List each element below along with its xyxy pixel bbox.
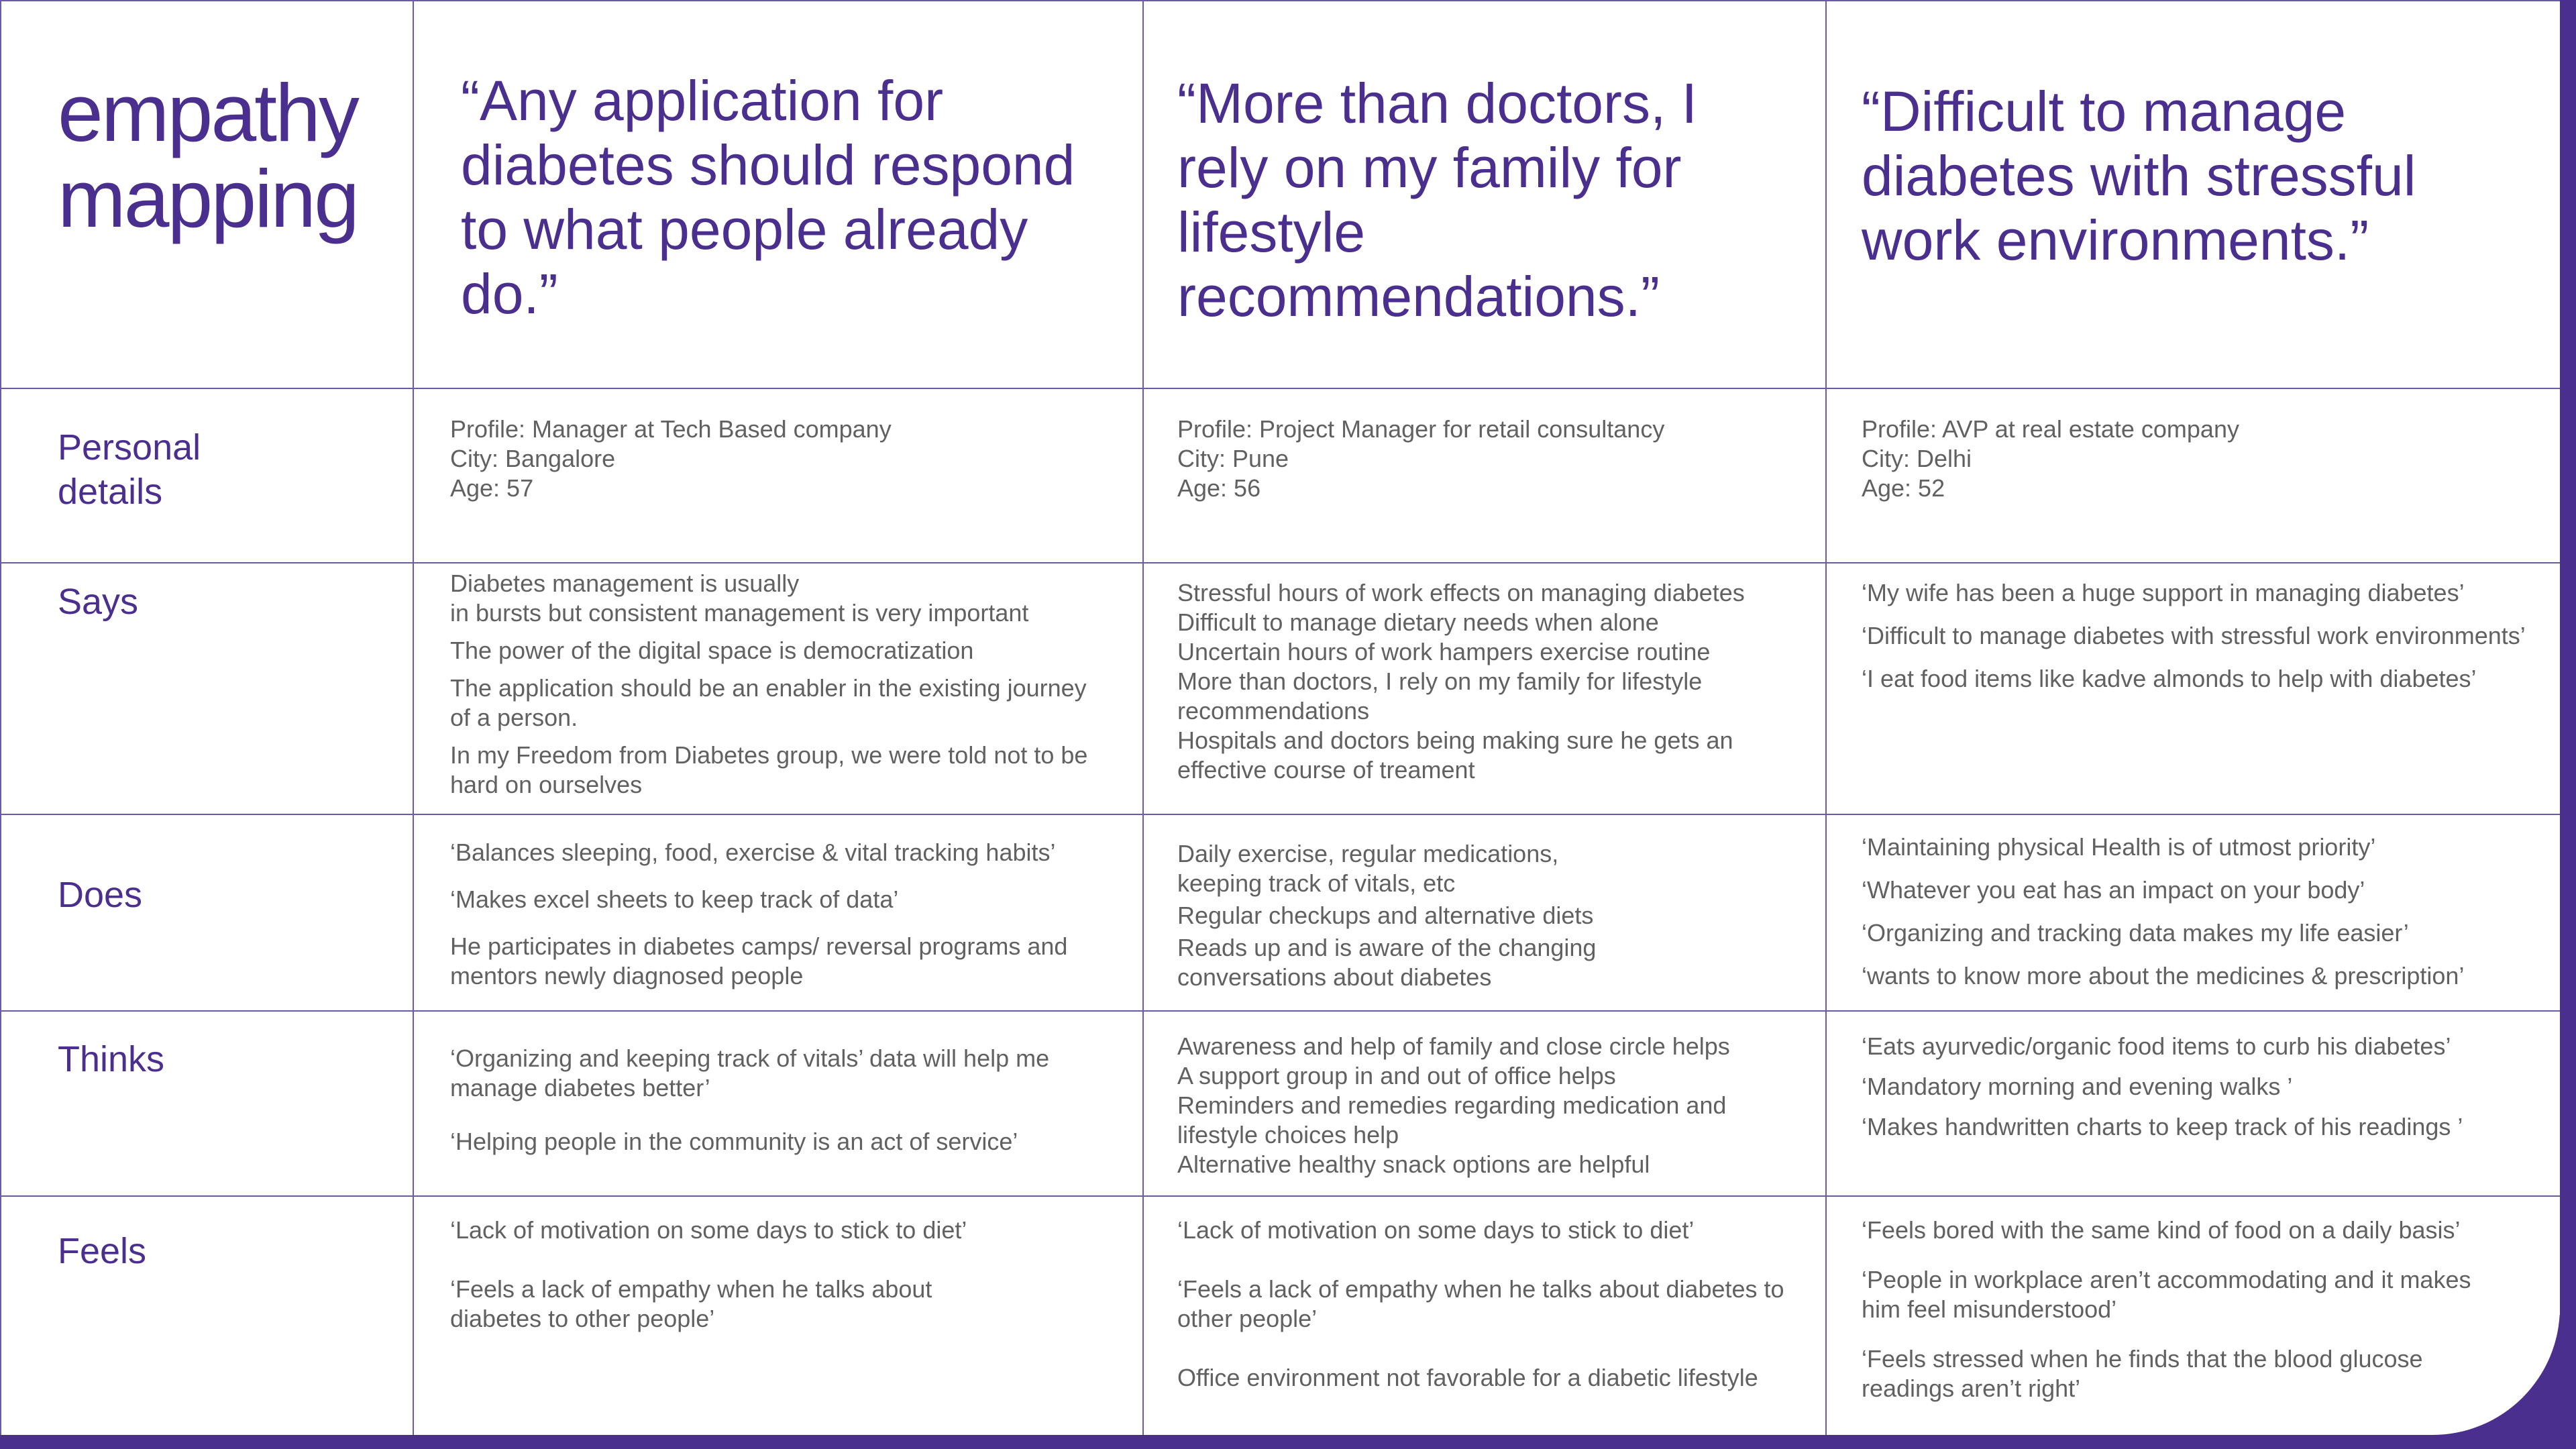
list-item: ‘Organizing and tracking data makes my life easier’ (1862, 919, 2409, 947)
list-item: In my Freedom from Diabetes group, we were told not to be hard on ourselves (450, 741, 1088, 798)
quote-cell-2 (1143, 1, 1826, 388)
list-item: Reminders and remedies regarding medication and lifestyle choices help (1177, 1091, 1727, 1148)
thinks-row (1, 1011, 2562, 1196)
does-row (1, 814, 2562, 1011)
persona-quote-2: “More than doctors, I rely on my family for lifestyle recommendations.” (1177, 72, 1697, 328)
persona-quote-3: “Difficult to manage diabetes with stressful work environments.” (1862, 80, 2416, 272)
list-item: ‘Lack of motivation on some days to stick to diet’ (450, 1216, 967, 1244)
title-cell (1, 1, 413, 388)
list-item: Profile: AVP at real estate company (1862, 415, 2239, 443)
personal-text-3 (1827, 389, 2561, 503)
personal-text-1 (414, 389, 1142, 503)
says-text-2 (1144, 564, 1825, 785)
frame-right-bar (2560, 0, 2576, 1449)
feels-label-cell (1, 1196, 413, 1436)
row-label-personal: Personal details (58, 427, 201, 512)
list-item: Diabetes management is usually in bursts but consistent management is very important (450, 570, 1029, 627)
does-text-1 (414, 815, 1142, 991)
personal-cell-2 (1143, 388, 1826, 563)
does-cell-1 (413, 814, 1143, 1011)
list-item: The application should be an enabler in the existing journey of a person. (450, 674, 1087, 731)
thinks-text-1 (414, 1012, 1142, 1157)
list-item: ‘Helping people in the community is an act of service’ (450, 1128, 1018, 1155)
list-item: ‘Difficult to manage diabetes with stressful work environments’ (1862, 622, 2526, 649)
list-item: The power of the digital space is democratization (450, 637, 974, 664)
personal-cell-3 (1826, 388, 2562, 563)
list-item: More than doctors, I rely on my family for lifestyle recommendations (1177, 667, 1703, 724)
row-label-feels: Feels (58, 1231, 147, 1271)
personal-label-cell (1, 388, 413, 563)
thinks-cell-2 (1143, 1011, 1826, 1196)
list-item: City: Pune (1177, 445, 1289, 472)
list-item: Age: 52 (1862, 474, 1945, 502)
list-item: Daily exercise, regular medications, keeping track of vitals, etc (1177, 840, 1559, 897)
list-item: Hospitals and doctors being making sure he gets an effective course of treament (1177, 727, 1733, 784)
personal-cell-1 (413, 388, 1143, 563)
row-label-thinks: Thinks (58, 1039, 165, 1079)
list-item: ‘Eats ayurvedic/organic food items to curb his diabetes’ (1862, 1032, 2451, 1060)
feels-text-2 (1144, 1197, 1825, 1393)
list-item: ‘Feels a lack of empathy when he talks about diabetes to other people’ (450, 1275, 932, 1332)
list-item: Age: 56 (1177, 474, 1261, 502)
list-item: He participates in diabetes camps/ reversal programs and mentors newly diagnosed people (450, 932, 1068, 989)
does-text-2 (1144, 815, 1825, 992)
says-cell-1 (413, 563, 1143, 814)
list-item: ‘Feels stressed when he finds that the blood glucose readings aren’t right’ (1862, 1345, 2423, 1402)
feels-row (1, 1196, 2562, 1436)
says-cell-2 (1143, 563, 1826, 814)
list-item: ‘Makes excel sheets to keep track of data’ (450, 885, 899, 913)
list-item: Profile: Manager at Tech Based company (450, 415, 892, 443)
list-item: ‘Maintaining physical Health is of utmost priority’ (1862, 833, 2376, 861)
does-cell-3 (1826, 814, 2562, 1011)
says-row (1, 563, 2562, 814)
list-item: ‘Lack of motivation on some days to stick to diet’ (1177, 1216, 1695, 1244)
list-item: A support group in and out of office helps (1177, 1062, 1616, 1089)
list-item: ‘Feels a lack of empathy when he talks about diabetes to other people’ (1177, 1275, 1784, 1332)
row-label-does: Does (58, 875, 143, 915)
frame-bottom-bar (0, 1435, 2576, 1449)
says-cell-3 (1826, 563, 2562, 814)
thinks-cell-1 (413, 1011, 1143, 1196)
does-cell-2 (1143, 814, 1826, 1011)
does-label-cell (1, 814, 413, 1011)
list-item: Alternative healthy snack options are helpful (1177, 1150, 1650, 1178)
list-item: Stressful hours of work effects on managing diabetes (1177, 579, 1745, 606)
list-item: City: Delhi (1862, 445, 1972, 472)
list-item: Uncertain hours of work hampers exercise routine (1177, 638, 1711, 665)
feels-text-1 (414, 1197, 1142, 1334)
thinks-cell-3 (1826, 1011, 2562, 1196)
personal-text-2 (1144, 389, 1825, 503)
says-label-cell (1, 563, 413, 814)
list-item: City: Bangalore (450, 445, 616, 472)
list-item: Reads up and is aware of the changing conversations about diabetes (1177, 934, 1597, 991)
list-item: ‘wants to know more about the medicines & prescription’ (1862, 962, 2465, 989)
thinks-text-3 (1827, 1012, 2561, 1142)
list-item: Difficult to manage dietary needs when alone (1177, 608, 1659, 636)
says-text-3 (1827, 564, 2561, 694)
list-item: ‘Whatever you eat has an impact on your body’ (1862, 876, 2365, 904)
list-item: ‘Organizing and keeping track of vitals’ data will help me manage diabetes better’ (450, 1044, 1050, 1102)
list-item: ‘I eat food items like kadve almonds to help with diabetes’ (1862, 665, 2477, 692)
feels-cell-1 (413, 1196, 1143, 1436)
says-text-1 (414, 564, 1142, 800)
list-item: ‘Feels bored with the same kind of food on a daily basis’ (1862, 1216, 2461, 1244)
page-title: empathy mapping (58, 67, 358, 244)
quote-cell-1 (413, 1, 1143, 388)
list-item: ‘People in workplace aren’t accommodating and it makes him feel misunderstood’ (1862, 1266, 2471, 1323)
list-item: ‘Mandatory morning and evening walks ’ (1862, 1073, 2293, 1100)
list-item: Profile: Project Manager for retail consultancy (1177, 415, 1665, 443)
does-text-3 (1827, 815, 2561, 991)
list-item: Awareness and help of family and close circle helps (1177, 1032, 1730, 1060)
quote-cell-3 (1826, 1, 2562, 388)
thinks-text-2 (1144, 1012, 1825, 1179)
quote-row (1, 1, 2562, 388)
persona-quote-1: “Any application for diabetes should respond to what people already do.” (461, 69, 1075, 325)
list-item: ‘Makes handwritten charts to keep track of his readings ’ (1862, 1113, 2463, 1140)
row-label-says: Says (58, 582, 139, 622)
personal-details-row (1, 388, 2562, 563)
thinks-label-cell (1, 1011, 413, 1196)
list-item: Regular checkups and alternative diets (1177, 902, 1594, 929)
list-item: Office environment not favorable for a diabetic lifestyle (1177, 1364, 1758, 1391)
list-item: ‘Balances sleeping, food, exercise & vital tracking habits’ (450, 839, 1056, 866)
list-item: ‘My wife has been a huge support in managing diabetes’ (1862, 579, 2465, 606)
list-item: Age: 57 (450, 474, 534, 502)
feels-cell-2 (1143, 1196, 1826, 1436)
